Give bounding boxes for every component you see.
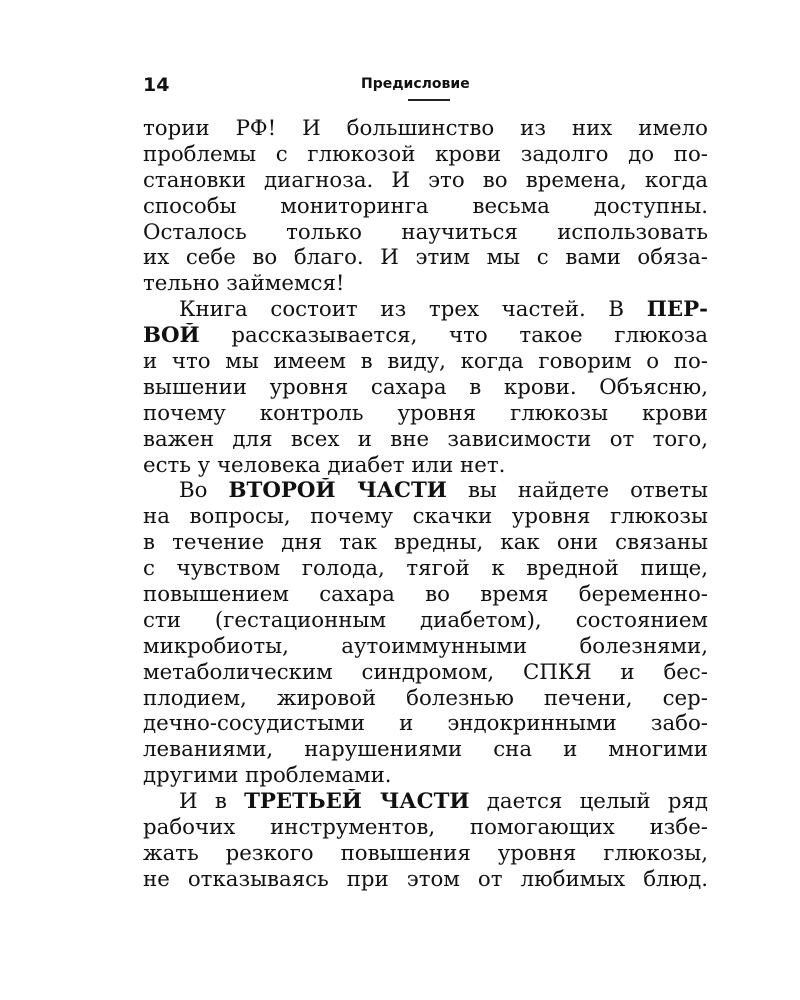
page-number: 14 xyxy=(143,74,170,96)
text-run: микробиоты, аутоиммунными болезнями, xyxy=(143,633,708,659)
text-run: есть у человека диабет или нет. xyxy=(143,452,506,478)
text-line xyxy=(143,763,708,789)
paragraph xyxy=(143,478,708,789)
text-line xyxy=(143,349,708,375)
text-run: не отказываясь при этом от любимых блюд. xyxy=(143,866,708,892)
text-run: другими проблемами. xyxy=(143,763,392,789)
running-head: Предисловие xyxy=(361,76,470,92)
text-line xyxy=(143,815,708,841)
bold-text: ВТОРОЙ ЧАСТИ xyxy=(228,478,447,504)
text-line xyxy=(143,401,708,427)
text-line xyxy=(143,556,708,582)
text-line xyxy=(143,737,708,763)
paragraph xyxy=(143,297,708,478)
text-run: сти (гестационным диабетом), состоянием xyxy=(143,607,708,633)
text-run: дается целый ряд xyxy=(469,789,708,815)
text-line xyxy=(143,116,708,142)
text-line xyxy=(143,582,708,608)
text-run: дечно-сосудистыми и эндокринными забо- xyxy=(143,711,708,737)
bold-text: ТРЕТЬЕЙ ЧАСТИ xyxy=(244,789,470,815)
text-line xyxy=(143,504,708,530)
text-run: Во xyxy=(179,478,229,504)
header-rule xyxy=(408,99,450,101)
text-line xyxy=(143,841,708,867)
text-run: и что мы имеем в виду, когда говорим о по- xyxy=(143,349,708,375)
text-run: становки диагноза. И это во времена, когда xyxy=(143,167,708,193)
text-line xyxy=(143,867,708,893)
text-line xyxy=(143,245,708,271)
text-line xyxy=(143,427,708,453)
text-run: повышением сахара во время беременно- xyxy=(143,582,708,608)
paragraph xyxy=(143,789,708,893)
text-run: на вопросы, почему скачки уровня глюкозы xyxy=(143,504,708,530)
text-run: их себе во благо. И этим мы с вами обяза- xyxy=(143,245,708,271)
text-run: важен для всех и вне зависимости от того, xyxy=(143,426,708,452)
text-line xyxy=(143,634,708,660)
paragraph xyxy=(143,116,708,297)
text-line xyxy=(143,271,708,297)
text-run: метаболическим синдромом, СПКЯ и бес- xyxy=(143,659,708,685)
text-line xyxy=(143,297,708,323)
text-run: вы найдете ответы xyxy=(446,478,708,504)
text-run: рассказывается, что такое глюкоза xyxy=(199,323,708,349)
text-line xyxy=(143,660,708,686)
bold-text: ПЕР- xyxy=(646,297,708,323)
text-run: способы мониторинга весьма доступны. xyxy=(143,193,708,219)
text-line xyxy=(143,375,708,401)
text-run: жать резкого повышения уровня глюкозы, xyxy=(143,840,708,866)
text-run: плодием, жировой болезнью печени, сер- xyxy=(143,685,708,711)
text-line xyxy=(143,686,708,712)
text-run: с чувством голода, тягой к вредной пище, xyxy=(143,556,708,582)
text-run: Книга состоит из трех частей. В xyxy=(179,297,647,323)
text-line xyxy=(143,220,708,246)
text-line xyxy=(143,453,708,479)
page-header xyxy=(143,74,708,104)
bold-text: ВОЙ xyxy=(143,323,200,349)
text-line xyxy=(143,608,708,634)
text-line xyxy=(143,789,708,815)
text-line xyxy=(143,194,708,220)
text-run: проблемы с глюкозой крови задолго до по- xyxy=(143,141,708,167)
text-line xyxy=(143,478,708,504)
text-run: в течение дня так вредны, как они связаны xyxy=(143,530,708,556)
text-run: тельно займемся! xyxy=(143,271,345,297)
text-run: почему контроль уровня глюкозы крови xyxy=(143,400,708,426)
text-line xyxy=(143,530,708,556)
text-run: И в xyxy=(179,789,245,815)
text-run: вышении уровня сахара в крови. Объясню, xyxy=(143,374,708,400)
text-line xyxy=(143,142,708,168)
text-run: рабочих инструментов, помогающих избе- xyxy=(143,815,708,841)
body-text xyxy=(143,116,708,893)
text-line xyxy=(143,711,708,737)
text-line xyxy=(143,323,708,349)
text-line xyxy=(143,168,708,194)
text-run: тории РФ! И большинство из них имело xyxy=(143,116,708,141)
text-run: Осталось только научиться использовать xyxy=(143,219,708,245)
text-run: леваниями, нарушениями сна и многими xyxy=(143,737,708,763)
